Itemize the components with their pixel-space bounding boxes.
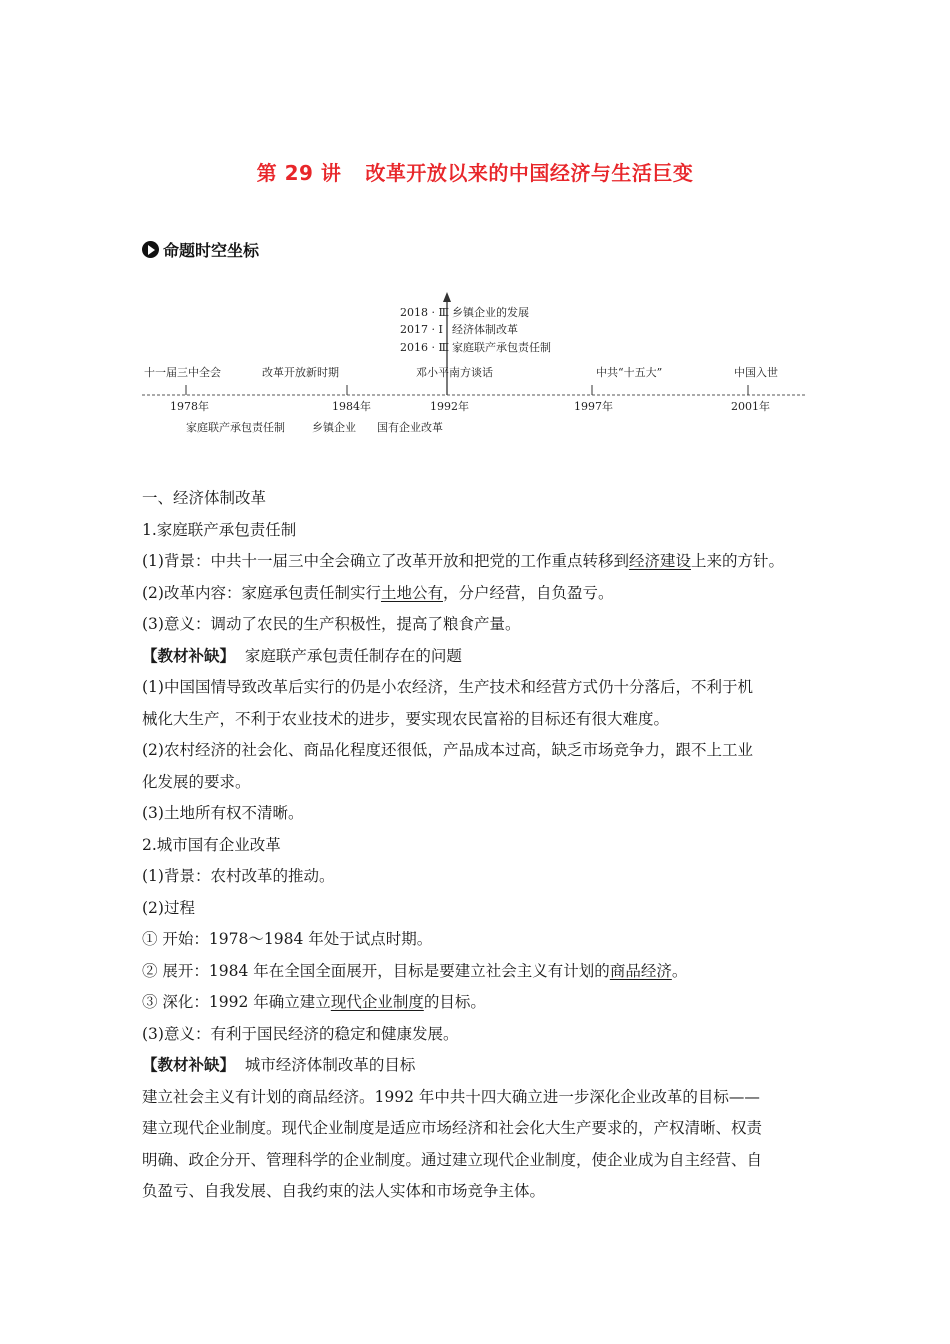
paragraph [142,987,822,1019]
paragraph: (3)意义：有利于国民经济的稳定和健康发展。 [142,1024,459,1043]
text: 的目标。 [423,993,486,1011]
paragraph [142,956,822,988]
supplement-title: 城市经济体制改革的目标 [244,1056,416,1074]
text: (1)背景：中共十一届三中全会确立了改革开放和把党的工作重点转移到 [142,552,629,570]
supplement-title: 家庭联产承包责任制存在的问题 [244,646,462,665]
exam-topic: 经济体制改革 [452,323,518,336]
paragraph: (2)农村经济的社会化、商品化程度还很低，产品成本过高，缺乏市场竞争力，跟不上工业 [142,741,753,759]
paragraph: 化发展的要求。 [142,772,251,791]
section-heading-label: 命题时空坐标 [163,241,260,260]
key-term: 现代企业制度 [330,993,424,1011]
text: 。 [671,961,688,980]
supplement-heading [142,641,822,673]
paragraph: (3)土地所有权不清晰。 [142,804,304,822]
timeline-year: 1992年 [430,400,469,413]
text: ② 展开：1984 年在全国全面展开，目标是要建立社会主义有计划的 [142,961,610,980]
supplement-label: 【教材补缺】 [142,1056,236,1074]
timeline-event: 邓小平南方谈话 [416,366,493,379]
exam-tag: 2017 · Ⅰ [400,323,443,336]
text: ③ 深化：1992 年确立建立 [142,993,331,1011]
lecture-number: 第 29 讲 [256,161,342,185]
lecture-title: 改革开放以来的中国经济与生活巨变 [365,161,694,185]
timeline-event: 中国入世 [734,366,778,379]
key-term: 经济建设 [628,552,691,570]
paragraph: (2)过程 [142,898,195,917]
exam-tag: 2016 · Ⅲ [400,341,450,354]
text: 上来的方针。 [690,552,784,570]
timeline-year: 1978年 [170,400,209,413]
subsection-title: 2.城市国有企业改革 [142,835,281,854]
supplement-label: 【教材补缺】 [142,646,236,665]
text: ，分户经营，自负盈亏。 [442,583,614,602]
supplement-heading [142,1050,822,1082]
key-term: 商品经济 [609,961,672,980]
timeline-event: 十一届三中全会 [144,366,221,379]
key-term: 土地公有 [380,583,443,602]
timeline-year: 2001年 [731,400,770,413]
paragraph: 械化大生产，不利于农业技术的进步，要实现农民富裕的目标还有很大难度。 [142,709,670,728]
timeline-policy: 乡镇企业 [312,421,356,434]
timeline-year: 1984年 [332,400,371,413]
timeline-policy: 家庭联产承包责任制 [186,421,285,434]
timeline-policy: 国有企业改革 [377,421,443,434]
paragraph: 建立社会主义有计划的商品经济。1992 年中共十四大确立进一步深化企业改革的目标—— [142,1087,760,1106]
paragraph: 明确、政企分开、管理科学的企业制度。通过建立现代企业制度，使企业成为自主经营、自 [142,1150,763,1169]
paragraph: 负盈亏、自我发展、自我约束的法人实体和市场竞争主体。 [142,1182,546,1200]
timeline-event: 改革开放新时期 [262,366,339,379]
exam-topic: 家庭联产承包责任制 [452,341,551,354]
heading-1: 一、经济体制改革 [142,489,267,507]
timeline-year: 1997年 [574,400,613,413]
paragraph: (1)背景：农村改革的推动。 [142,867,335,885]
main-content [142,483,822,1208]
paragraph: ① 开始：1978～1984 年处于试点时期。 [142,930,433,948]
paragraph [142,578,822,610]
exam-tag: 2018 · Ⅲ [400,306,450,319]
exam-topic: 乡镇企业的发展 [452,306,529,319]
paragraph [142,546,822,578]
paragraph: (3)意义：调动了农民的生产积极性，提高了粮食产量。 [142,615,521,633]
timeline-event: 中共“十五大” [596,366,663,379]
paragraph: (1)中国国情导致改革后实行的仍是小农经济，生产技术和经营方式仍十分落后，不利于机 [142,678,753,696]
subsection-title: 1.家庭联产承包责任制 [142,520,297,539]
text: (2)改革内容：家庭承包责任制实行 [142,583,381,602]
paragraph: 建立现代企业制度。现代企业制度是适应市场经济和社会化大生产要求的，产权清晰、权责 [142,1119,763,1137]
